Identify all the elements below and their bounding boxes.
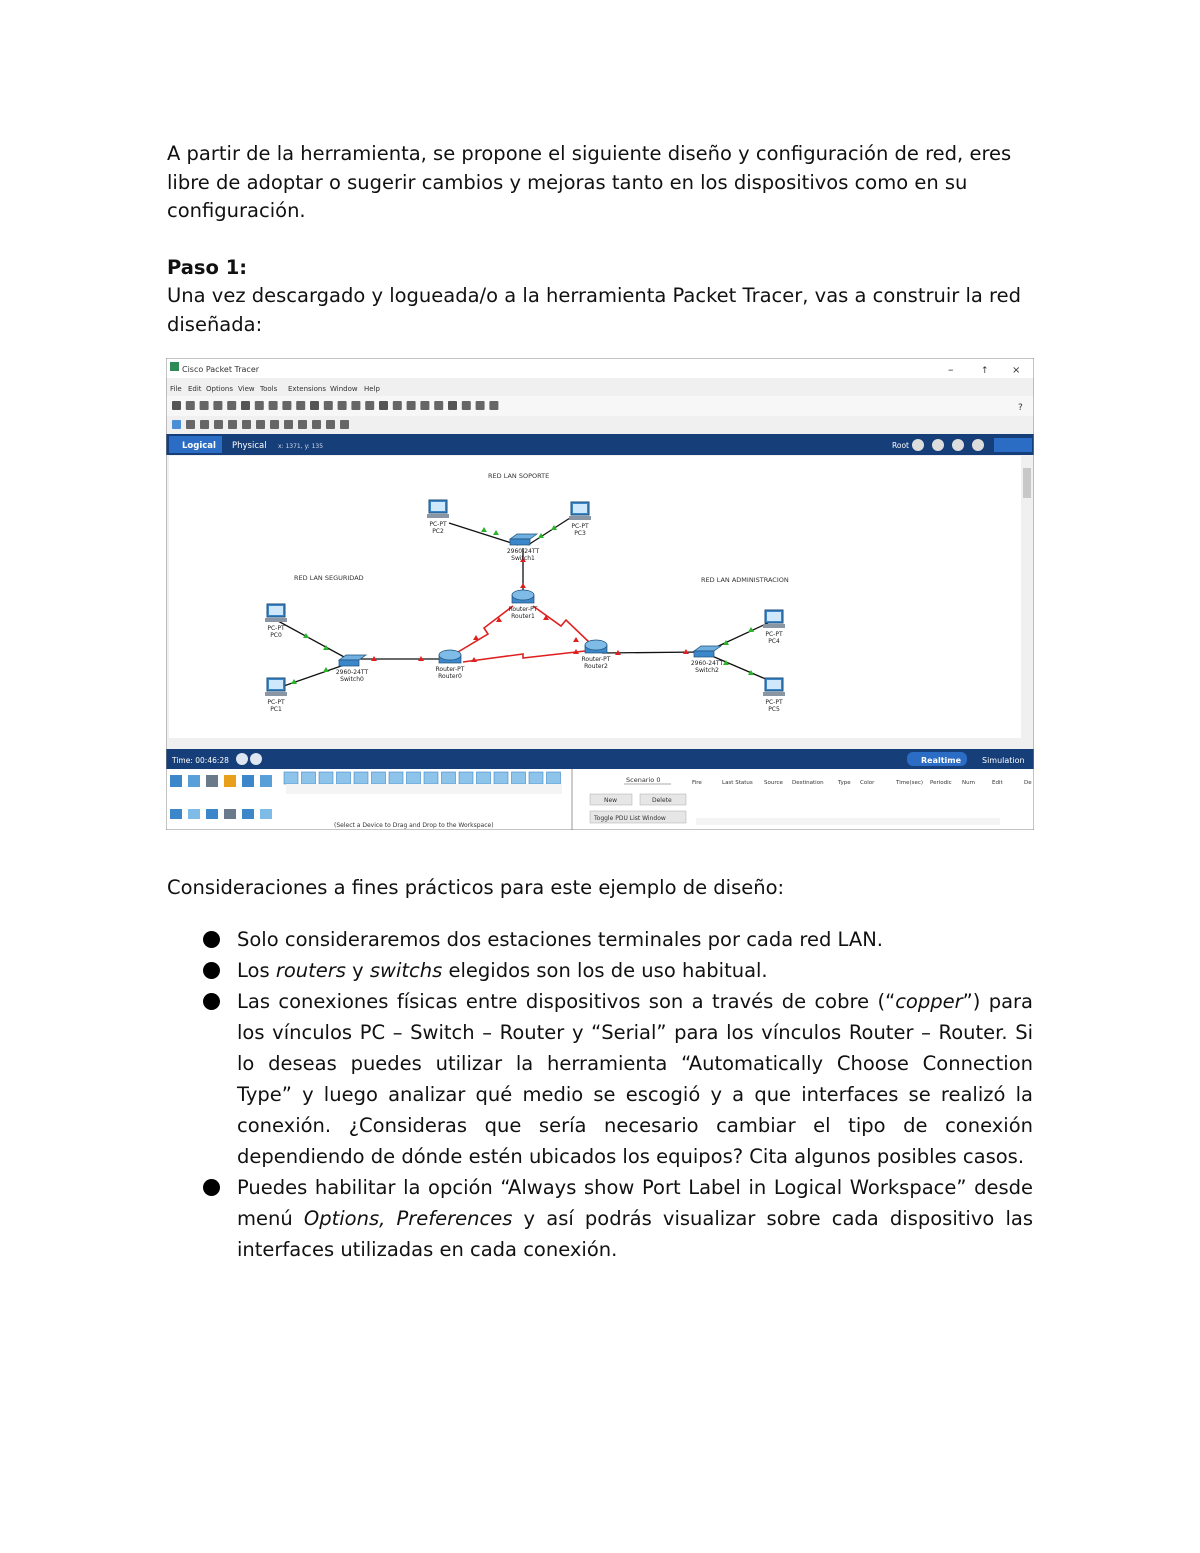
bullet-2-post: elegidos son los de uso habitual. <box>442 959 768 982</box>
simulation-bar <box>166 749 1034 769</box>
drawing-tool-icon[interactable] <box>214 420 223 429</box>
drawing-tool-icon[interactable] <box>326 420 335 429</box>
device-type-icon[interactable] <box>170 775 182 787</box>
device-subtype-icon[interactable] <box>206 809 218 819</box>
device-model-icon[interactable] <box>424 772 438 784</box>
list-item <box>200 1172 1033 1265</box>
pdu-column-header: Fire <box>692 780 702 786</box>
logical-workspace[interactable] <box>169 456 1021 738</box>
router-top <box>512 590 534 600</box>
toolbar-icon[interactable] <box>365 401 374 410</box>
device-name-label: Switch2 <box>695 667 719 674</box>
maximize-button[interactable]: ↑ <box>981 366 989 376</box>
toolbar-icon[interactable] <box>200 401 209 410</box>
packet-tracer-screenshot <box>166 358 1034 830</box>
toolbar-icon[interactable] <box>296 401 305 410</box>
toolbar-icon[interactable] <box>324 401 333 410</box>
list-item <box>200 924 1033 955</box>
drawing-tool-icon[interactable] <box>172 420 181 429</box>
device-model-icon[interactable] <box>547 772 561 784</box>
pc-screen <box>573 504 587 513</box>
bullet-icon <box>203 962 220 979</box>
switch-front <box>694 651 714 657</box>
cluster-icon[interactable] <box>972 439 984 451</box>
bullet-4-pre: Puedes habilitar la opción “Always show Port Label in Logical Workspace” desde menú <box>237 1176 1033 1230</box>
device-type-icon[interactable] <box>260 775 272 787</box>
pc-base <box>265 618 287 622</box>
cursor-coordinates: x: 1371, y: 135 <box>278 443 324 450</box>
device-model-label: 2960-24TT <box>690 660 724 667</box>
bullet-3-post: ”) para los vínculos PC – Switch – Router y “Serial” para los vínculos Router – Router. Si lo deseas puedes utilizar la herramienta “Automatically Choose Connection Type” y luego analizar qué medio se escogió y a que interfaces se realizó la conexión. ¿Consideras que sería necesario cambiar el tipo de conexión dependiendo de dónde estén ubicados los equipos? Cita algunos posibles casos. <box>237 990 1034 1168</box>
scroll-thumb[interactable] <box>1023 468 1031 498</box>
horizontal-scrollbar[interactable] <box>169 738 1021 746</box>
toolbar-icon[interactable] <box>420 401 429 410</box>
device-model-icon[interactable] <box>372 772 386 784</box>
bullet-2-pre: Los <box>237 959 276 982</box>
bullet-4-options: Options, <box>303 1207 386 1230</box>
switch-front <box>339 660 359 666</box>
bullet-2-mid: y <box>345 959 370 982</box>
device-subtype-icon[interactable] <box>242 809 254 819</box>
considerations-title: Consideraciones a fines prácticos para este ejemplo de diseño: <box>167 876 785 899</box>
toolbar-icon[interactable] <box>407 401 416 410</box>
toolbar-icon[interactable] <box>338 401 347 410</box>
list-item <box>200 986 1033 1172</box>
bullet-4-post: y así podrás visualizar sobre cada dispositivo las interfaces utilizadas en cada conexión. <box>237 1207 1033 1261</box>
pdu-column-header: Time(sec) <box>896 780 924 786</box>
menu-item-options[interactable]: Options <box>206 385 234 393</box>
toolbar-icon[interactable] <box>282 401 291 410</box>
toolbar-icon[interactable] <box>241 401 250 410</box>
pc-screen <box>431 502 445 511</box>
viewport-button[interactable] <box>994 438 1032 452</box>
viewport-icon[interactable] <box>952 439 964 451</box>
device-name-label: PC5 <box>768 706 780 713</box>
toolbar-icon[interactable] <box>476 401 485 410</box>
model-scrollbar[interactable] <box>286 784 562 794</box>
switch-front <box>510 539 530 545</box>
minimize-button[interactable]: – <box>948 363 954 376</box>
device-model-label: 2960-24TT <box>506 548 540 555</box>
toolbar-icon[interactable] <box>434 401 443 410</box>
drawing-tool-icon[interactable] <box>270 420 279 429</box>
device-model-icon[interactable] <box>494 772 508 784</box>
pdu-column-header: Periodic <box>930 780 952 786</box>
tab-physical[interactable]: Physical <box>232 441 267 451</box>
menu-item-window[interactable]: Window <box>330 385 358 393</box>
navigation-icon[interactable] <box>932 439 944 451</box>
device-type-icon[interactable] <box>206 775 218 787</box>
device-model-icon[interactable] <box>389 772 403 784</box>
pc-base <box>763 692 785 696</box>
device-model-icon[interactable] <box>512 772 526 784</box>
device-model-icon[interactable] <box>354 772 368 784</box>
network-label-right: RED LAN ADMINISTRACION <box>701 576 789 584</box>
toolbar-icon[interactable] <box>462 401 471 410</box>
pc-base <box>763 624 785 628</box>
device-model-label: PC-PT <box>765 699 783 706</box>
step-title: Paso 1: <box>167 255 248 279</box>
pdu-column-header: Color <box>860 780 875 786</box>
toolbar-icon[interactable] <box>227 401 236 410</box>
intro-paragraph: A partir de la herramienta, se propone el siguiente diseño y configuración de red, eres libre de adoptar o sugerir cambios y mejoras tanto en los dispositivos como en su configuración. <box>167 142 1012 222</box>
device-type-icon[interactable] <box>242 775 254 787</box>
device-name-label: PC4 <box>768 638 780 645</box>
device-name-label: Switch0 <box>340 676 364 683</box>
device-model-icon[interactable] <box>302 772 316 784</box>
router-top <box>439 650 461 660</box>
device-model-icon[interactable] <box>477 772 491 784</box>
pdu-scrollbar[interactable] <box>696 818 1000 825</box>
pdu-column-header: Num <box>962 780 975 786</box>
network-label-top: RED LAN SOPORTE <box>488 472 550 480</box>
realtime-label: Realtime <box>921 756 962 765</box>
menu-item-edit[interactable]: Edit <box>188 385 202 393</box>
device-subtype-icon[interactable] <box>260 809 272 819</box>
device-model-label: Router-PT <box>435 666 465 673</box>
menu-item-file[interactable]: File <box>170 385 182 393</box>
pc-base <box>427 514 449 518</box>
network-label-left: RED LAN SEGURIDAD <box>294 574 364 582</box>
drawing-tool-icon[interactable] <box>284 420 293 429</box>
pc-screen <box>767 680 781 689</box>
pc-screen <box>269 606 283 615</box>
toolbar-icon[interactable] <box>310 401 319 410</box>
toggle-label: Toggle PDU List Window <box>594 815 666 822</box>
help-icon[interactable]: ? <box>1018 403 1023 413</box>
window-title: Cisco Packet Tracer <box>182 365 260 374</box>
bullet-2-switchs: switchs <box>369 959 443 982</box>
device-model-icon[interactable] <box>319 772 333 784</box>
tab-logical-label: Logical <box>182 441 216 451</box>
toolbar-icon[interactable] <box>393 401 402 410</box>
menu-item-view[interactable]: View <box>238 385 255 393</box>
pc-base <box>265 692 287 696</box>
toolbar-icon[interactable] <box>269 401 278 410</box>
device-name-label: PC3 <box>574 530 586 537</box>
toolbar-icon[interactable] <box>255 401 264 410</box>
bullet-4-preferences: Preferences <box>396 1207 513 1230</box>
pdu-column-header: Destination <box>792 780 824 786</box>
bullet-4-mid <box>385 1207 396 1230</box>
drawing-tool-icon[interactable] <box>312 420 321 429</box>
toolbar-icon[interactable] <box>379 401 388 410</box>
device-hint: (Select a Device to Drag and Drop to the Workspace) <box>334 822 494 829</box>
list-item <box>200 955 1033 986</box>
device-name-label: Switch1 <box>511 555 535 562</box>
device-name-label: PC1 <box>270 706 282 713</box>
packet-tracer-svg <box>166 358 1034 830</box>
fast-forward-icon[interactable] <box>250 753 262 765</box>
drawing-tool-icon[interactable] <box>298 420 307 429</box>
device-model-label: Router-PT <box>581 656 611 663</box>
router-top <box>585 640 607 650</box>
toolbar-icon[interactable] <box>448 401 457 410</box>
drawing-tool-icon[interactable] <box>256 420 265 429</box>
menu-item-help[interactable]: Help <box>364 385 380 393</box>
toolbar-icon[interactable] <box>213 401 222 410</box>
device-type-icon[interactable] <box>188 775 200 787</box>
delete-label: Delete <box>652 797 672 804</box>
vertical-scrollbar[interactable] <box>1022 456 1032 738</box>
toolbar-icon[interactable] <box>489 401 498 410</box>
pc-screen <box>269 680 283 689</box>
pdu-column-header: Edit <box>992 780 1003 786</box>
root-label: Root <box>892 441 909 450</box>
device-model-label: PC-PT <box>765 631 783 638</box>
bullet-icon <box>203 993 220 1010</box>
bullet-2-routers: routers <box>275 959 346 982</box>
title-bar <box>166 358 1034 378</box>
document-body <box>167 140 1033 339</box>
device-name-label: PC2 <box>432 528 444 535</box>
drawing-tool-icon[interactable] <box>186 420 195 429</box>
time-display: Time: 00:46:28 <box>172 756 229 765</box>
bullet-1-text: Solo consideraremos dos estaciones terminales por cada red LAN. <box>237 928 883 951</box>
pc-base <box>569 516 591 520</box>
device-model-label: 2960-24TT <box>335 669 369 676</box>
device-name-label: Router0 <box>438 673 462 680</box>
pdu-column-header: De <box>1024 780 1032 786</box>
power-cycle-icon[interactable] <box>236 753 248 765</box>
simulation-button[interactable]: Simulation <box>982 756 1025 765</box>
pdu-column-header: Source <box>764 780 783 786</box>
pc-screen <box>767 612 781 621</box>
device-model-icon[interactable] <box>284 772 298 784</box>
pdu-column-header: Last Status <box>722 780 753 786</box>
toolbar-icon[interactable] <box>351 401 360 410</box>
toolbar-icon[interactable] <box>172 401 181 410</box>
back-icon[interactable] <box>912 439 924 451</box>
device-model-icon[interactable] <box>337 772 351 784</box>
device-model-label: PC-PT <box>429 521 447 528</box>
toolbar-icon[interactable] <box>186 401 195 410</box>
new-label: New <box>604 797 618 804</box>
device-subtype-icon[interactable] <box>170 809 182 819</box>
device-name-label: Router1 <box>511 613 535 620</box>
drawing-tool-icon[interactable] <box>228 420 237 429</box>
device-model-label: PC-PT <box>267 625 285 632</box>
drawing-tool-icon[interactable] <box>200 420 209 429</box>
device-model-label: Router-PT <box>508 606 538 613</box>
device-model-icon[interactable] <box>529 772 543 784</box>
device-model-icon[interactable] <box>407 772 421 784</box>
considerations-list <box>200 924 1033 1265</box>
device-name-label: PC0 <box>270 632 282 639</box>
device-name-label: Router2 <box>584 663 608 670</box>
bullet-3-copper: copper <box>895 990 963 1013</box>
device-subtype-icon[interactable] <box>188 809 200 819</box>
menu-item-extensions[interactable]: Extensions <box>288 385 327 393</box>
device-model-label: PC-PT <box>571 523 589 530</box>
device-subtype-icon[interactable] <box>224 809 236 819</box>
device-model-icon[interactable] <box>459 772 473 784</box>
drawing-tool-icon[interactable] <box>242 420 251 429</box>
bullet-icon <box>203 1179 220 1196</box>
drawing-tool-icon[interactable] <box>340 420 349 429</box>
device-type-icon[interactable] <box>224 775 236 787</box>
app-icon <box>170 362 179 371</box>
close-button[interactable]: × <box>1012 365 1021 376</box>
menu-item-tools[interactable]: Tools <box>260 385 278 393</box>
bullet-icon <box>203 931 220 948</box>
device-model-label: PC-PT <box>267 699 285 706</box>
pdu-column-header: Type <box>838 780 851 786</box>
bullet-3-pre: Las conexiones físicas entre dispositivos son a través de cobre (“ <box>237 990 896 1013</box>
scenario-select[interactable]: Scenario 0 <box>626 776 661 784</box>
device-model-icon[interactable] <box>442 772 456 784</box>
step-text: Una vez descargado y logueada/o a la herramienta Packet Tracer, vas a construir la red diseñada: <box>167 284 1022 336</box>
